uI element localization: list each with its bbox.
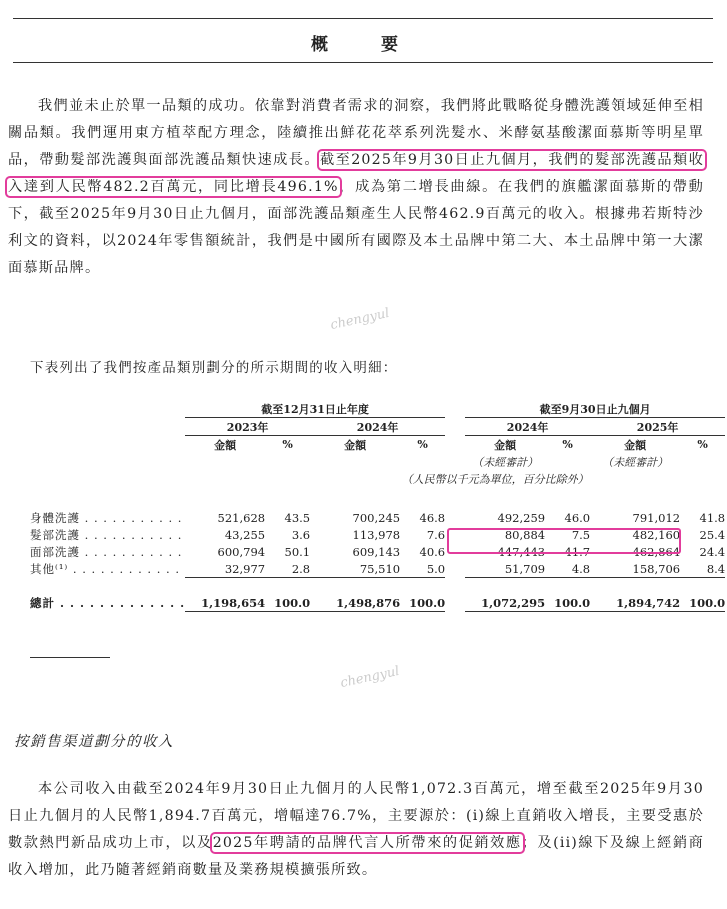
section-title: 按銷售渠道劃分的收入 <box>14 734 174 750</box>
cell: 80,884 <box>504 527 546 542</box>
percent-header: % <box>697 438 708 451</box>
table-total-row <box>30 594 725 612</box>
table-year-row <box>30 418 725 436</box>
watermark-signature: chengyul <box>339 663 401 692</box>
cell: 113,978 <box>352 527 401 542</box>
year-header: 2023年 <box>185 418 310 436</box>
total-cell: 100.0 <box>680 594 725 612</box>
table-row <box>30 560 725 578</box>
page-title: 概 要 <box>311 35 416 55</box>
highlight-spokesperson-effect: 2025年聘請的品牌代言人所帶來的促銷效應 <box>212 835 522 851</box>
year-header: 2024年 <box>310 418 445 436</box>
highlight-hair-care-revenue: 截至2025年9月30日止九個月，我們的髮部洗護品類收入達到人民幣482.2百萬元，同比增長496.1% <box>8 152 704 195</box>
footnote-rule <box>30 657 110 658</box>
cell: 8.4 <box>680 560 725 578</box>
cell: 791,012 <box>632 510 681 525</box>
cell: 41.7 <box>564 544 591 559</box>
cell: 43,255 <box>224 527 266 542</box>
cell: 51,709 <box>465 560 545 578</box>
cell: 2.8 <box>265 560 310 578</box>
total-cell: 1,498,876 <box>310 594 400 612</box>
paragraph-text: 我們並未止於單一品類的成功。依靠對消費者需求的洞察，我們將此戰略從身體洗護領域延伸至相關品類。我們運用東方植萃配方理念，陸續推出鮮花花萃系列洗髮水、米酵氨基酸潔面慕斯等明星單品，帶動髮部洗護與面部洗護品類快速成長。 <box>8 98 704 168</box>
cell: 40.6 <box>419 544 446 559</box>
title-rule <box>13 62 713 63</box>
overview-paragraph <box>8 93 704 282</box>
unaudited-note: （未經審計） <box>602 455 669 469</box>
amount-header: 金額 <box>494 438 517 452</box>
period-header-nine-months: 截至9月30日止九個月 <box>465 400 725 418</box>
top-rule <box>13 18 713 19</box>
cell: 609,143 <box>352 544 401 559</box>
cell: 41.8 <box>699 510 726 525</box>
cell: 7.5 <box>571 527 591 542</box>
cell: 4.8 <box>545 560 590 578</box>
total-cell: 1,198,654 <box>185 594 265 612</box>
cell: 46.0 <box>564 510 591 525</box>
cell: 25.4 <box>699 527 726 542</box>
period-header-annual: 截至12月31日止年度 <box>185 400 445 418</box>
channel-revenue-paragraph <box>8 776 704 884</box>
cell: 158,706 <box>590 560 680 578</box>
amount-header: 金額 <box>344 438 367 452</box>
cell: 482,160 <box>632 527 681 542</box>
unaudited-note: （未經審計） <box>472 455 539 469</box>
paragraph-text: ，成為第二增長曲線。在我們的旗艦潔面慕斯的帶動下，截至2025年9月30日止九個月，面部洗護品類產生人民幣462.9百萬元的收入。根據弗若斯特沙利文的資料，以2024年零售額統計，我們是中國所有國際及本土品牌中第二大、本土品牌中第一大潔面慕斯品牌。 <box>8 179 704 276</box>
revenue-table <box>30 400 725 612</box>
cell: 32,977 <box>185 560 265 578</box>
row-label: 面部洗護 . . . . . . . . . . . <box>30 544 183 559</box>
table-intro: 下表列出了我們按產品類別劃分的所示期間的收入明細： <box>30 360 398 376</box>
table-column-row <box>30 436 725 454</box>
year-header: 2025年 <box>590 418 725 436</box>
cell: 3.6 <box>291 527 311 542</box>
table-unaudited-row <box>30 453 725 470</box>
total-cell: 100.0 <box>545 594 590 612</box>
row-label: 身體洗護 . . . . . . . . . . . <box>30 510 183 525</box>
paragraph-text: 本公司收入由截至2024年9月30日止九個月的人民幣1,072.3百萬元，增至截至2025年9月30日止九個月的人民幣1,894.7百萬元，增幅達76.7%，主要源於：(i)線上直銷收入增長，主要受惠於數款熱門新品成功上市，以及 <box>8 781 704 851</box>
percent-header: % <box>282 438 293 451</box>
table-unit-row <box>30 470 725 487</box>
watermark-signature: chengyul <box>329 305 391 334</box>
cell: 7.6 <box>426 527 446 542</box>
total-cell: 1,072,295 <box>465 594 545 612</box>
table-row <box>30 509 725 526</box>
amount-header: 金額 <box>624 438 647 452</box>
cell: 600,794 <box>217 544 266 559</box>
total-cell: 100.0 <box>400 594 445 612</box>
cell: 43.5 <box>284 510 311 525</box>
hair-care-row-highlight <box>447 528 681 554</box>
cell: 492,259 <box>497 510 546 525</box>
row-label: 其他⁽¹⁾ . . . . . . . . . . . . <box>30 561 180 576</box>
unit-note: （人民幣以千元為單位，百分比除外） <box>401 472 589 486</box>
cell: 700,245 <box>352 510 401 525</box>
cell: 447,443 <box>497 544 546 559</box>
paragraph-text: ；及(ii)線下及線上經銷商收入增加，此乃隨著經銷商數量及業務規模擴張所致。 <box>8 835 704 878</box>
cell: 50.1 <box>284 544 311 559</box>
year-header: 2024年 <box>465 418 590 436</box>
cell: 462,864 <box>632 544 681 559</box>
cell: 5.0 <box>400 560 445 578</box>
total-label: 總計 . . . . . . . . . . . . . <box>30 595 186 610</box>
row-label: 髮部洗護 . . . . . . . . . . . <box>30 527 183 542</box>
amount-header: 金額 <box>214 438 237 452</box>
cell: 24.4 <box>699 544 726 559</box>
percent-header: % <box>562 438 573 451</box>
total-cell: 1,894,742 <box>590 594 680 612</box>
percent-header: % <box>417 438 428 451</box>
total-cell: 100.0 <box>265 594 310 612</box>
table-period-row <box>30 400 725 418</box>
cell: 521,628 <box>217 510 266 525</box>
cell: 75,510 <box>310 560 400 578</box>
cell: 46.8 <box>419 510 446 525</box>
